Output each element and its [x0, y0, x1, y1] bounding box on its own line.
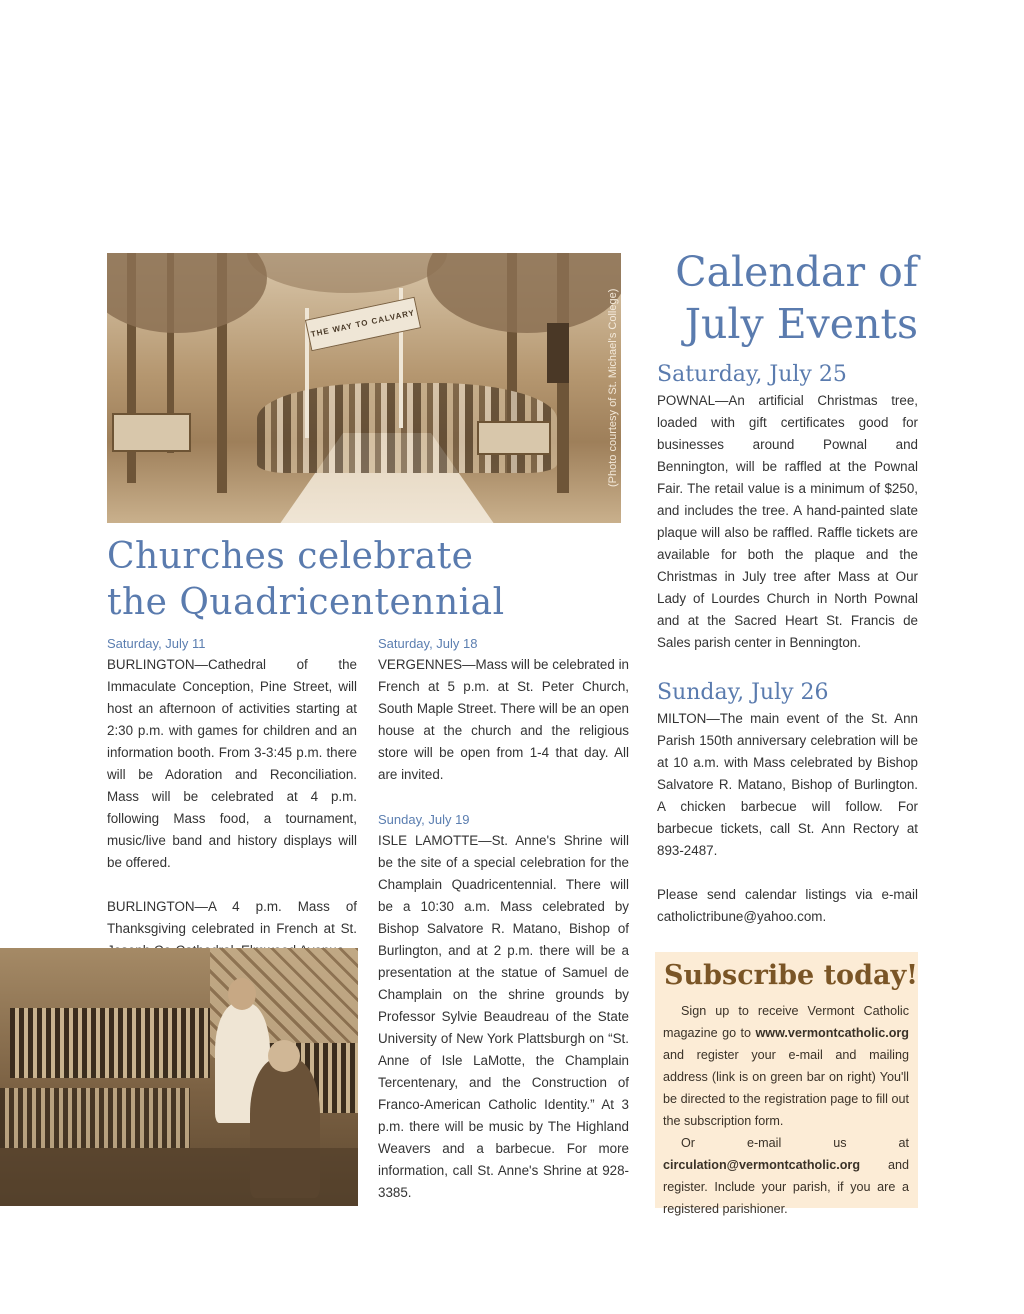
- event-text: ISLE LAMOTTE—St. Anne's Shrine will be the site of a special celebration for the Champlain Quadricentennial. There will be a 10:30 a.m. Mass celebrated by Bishop Salvatore R. Matano, Bishop of Burlington, and at 2 p.m. there will be a presentation at the statue of Samuel de Champlain on the shrine grounds by Professor Sylvie Beaudreau of the State University of New York Plattsburgh on “St. Anne of Isle LaMotte, the Champlain Tercentenary, and the Construction of Franco-American Catholic Identity.” At 3 p.m. there will be music by The Highland Weavers and a barbecue. For more information, call St. Anne's Shrine at 928-3385.: [378, 833, 629, 1200]
- article-headline: [107, 534, 627, 626]
- subscribe-paragraph-1: Sign up to receive Vermont Catholic magazine go to www.vermontcatholic.org and register your e-mail and mailing address (link is on green bar on right) You'll be directed to the registration page to fill out the subscription form.: [663, 1004, 909, 1128]
- website-link[interactable]: www.vermontcatholic.org: [755, 1026, 909, 1040]
- subscribe-title: Subscribe today!: [664, 960, 918, 991]
- photo-credit: (Photo courtesy of St. Michael's College): [607, 288, 619, 488]
- calendar-title-line-2: July Events: [684, 300, 918, 348]
- subscribe-paragraph-2: Or e-mail us at circulation@vermontcatholic.org and register. Include your parish, if you are a registered parishioner.: [663, 1136, 909, 1216]
- event-text: VERGENNES—Mass will be celebrated in French at 5 p.m. at St. Peter Church, South Maple Street. There will be an open house at the church and the religious store will be open from 1-4 that day. All are invited.: [378, 657, 629, 782]
- article-column-1: [107, 634, 357, 962]
- headline-line-2: the Quadricentennial: [107, 582, 505, 623]
- event-date: Saturday, July 18: [378, 636, 478, 651]
- event-date: Sunday, July 19: [378, 812, 470, 827]
- calendar-event-text: POWNAL—An artificial Christmas tree, loaded with gift certificates good for businesses around Pownal and Bennington, will be raffled at the Pownal Fair. The retail value is a minimum of $250, and includes the tree. A hand-painted slate plaque will also be raffled. Raffle tickets are available for both the plaque and the Christmas in July tree after Mass at Our Lady of Lourdes Church in North Pownal and at the Sacred Heart St. Francis de Sales parish center in Bennington.: [657, 393, 918, 650]
- sign-text: THE WAY TO CALVARY: [310, 308, 416, 339]
- event-text: BURLINGTON—A 4 p.m. Mass of Thanksgiving celebrated in French at St.: [107, 899, 357, 936]
- headline-line-1: Churches celebrate: [107, 536, 474, 577]
- article-column-2: [378, 634, 629, 1204]
- procession-photo: [107, 253, 621, 523]
- event-date: Saturday, July 11: [107, 636, 206, 651]
- candle-shrine-photo: [0, 948, 358, 1206]
- send-listings-text: Please send calendar listings via e-mail catholictribune@yahoo.com.: [657, 887, 918, 924]
- subscribe-box: [655, 952, 918, 1216]
- calendar-event-date: Saturday, July 25: [657, 362, 847, 387]
- calendar-event-text: MILTON—The main event of the St. Ann Parish 150th anniversary celebration will be at 10 a.m. with Mass celebrated by Bishop Salvatore R. Matano, Bishop of Burlington. A chicken barbecue will follow. For barbecue tickets, call St. Ann Rectory at 893-2487.: [657, 711, 918, 858]
- event-text: BURLINGTON—Cathedral of the Immaculate Conception, Pine Street, will host an afternoon of activities starting at 2:30 p.m. with games for children and an information booth. From 3-3:45 p.m. there will be Adoration and Reconciliation. Mass will be celebrated at 4 p.m. following Mass food, a tournament, music/live band and history displays will be offered.: [107, 657, 357, 870]
- calendar-title-line-1: Calendar of: [675, 248, 918, 296]
- calendar-event-date: Sunday, July 26: [657, 680, 829, 705]
- calendar-events: [657, 360, 918, 928]
- email-link[interactable]: circulation@vermontcatholic.org: [663, 1158, 861, 1172]
- calendar-title: [640, 246, 918, 350]
- way-to-calvary-sign: [305, 297, 421, 352]
